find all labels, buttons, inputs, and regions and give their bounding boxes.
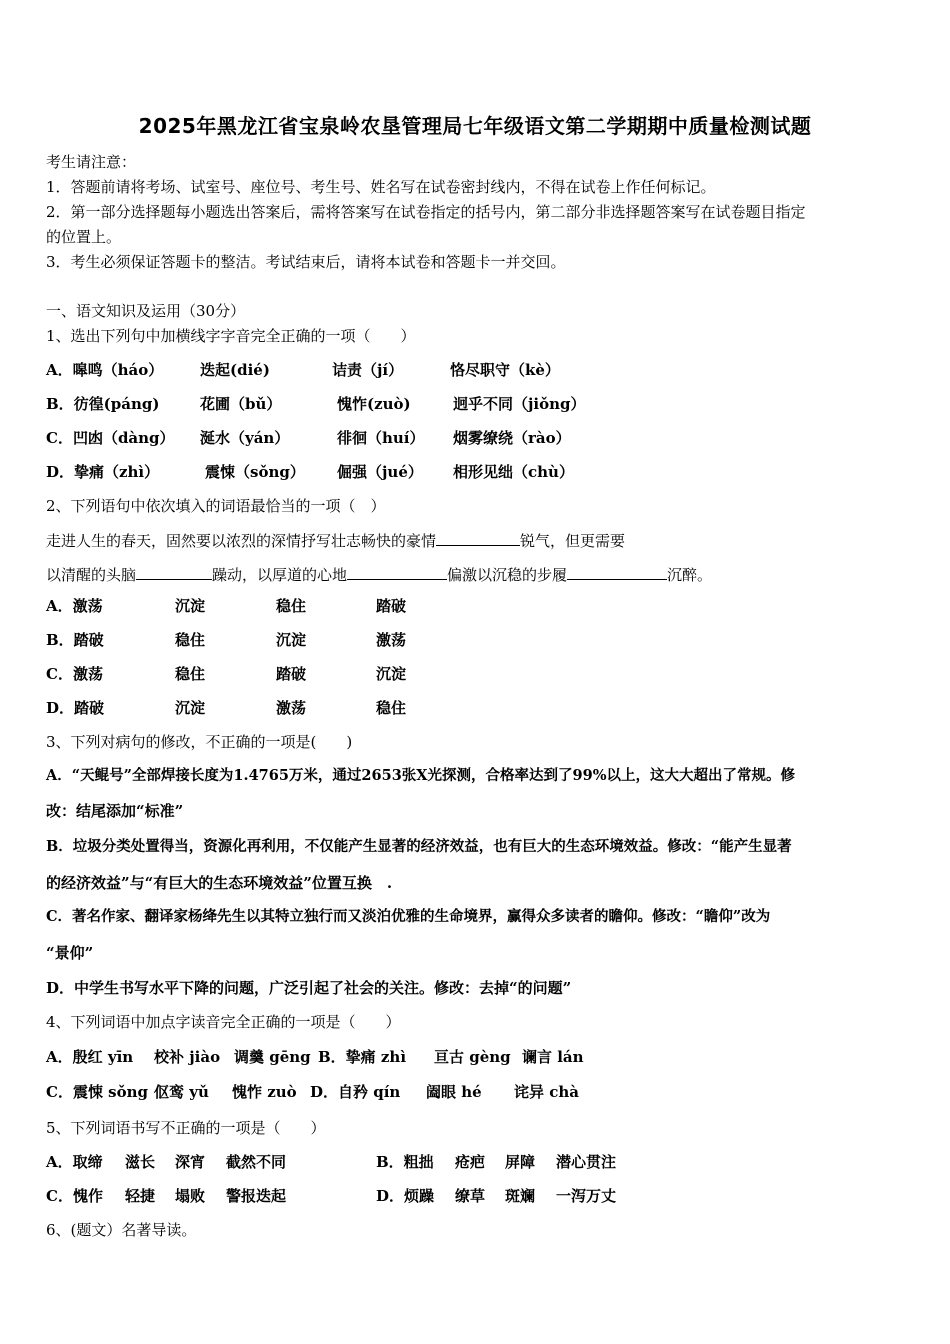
q2-option-c-4: 沉淀 (376, 665, 407, 683)
q5-option-a-4: 截然不同 (226, 1153, 287, 1171)
q2-option-b-1: B．踏破 (46, 631, 104, 649)
q5-option-b-2: 疮疤 (455, 1153, 486, 1171)
q5-option-a-2: 滋长 (125, 1153, 156, 1171)
q4-option-c-3: 愧怍 zuò (232, 1083, 297, 1101)
q1-option-c-1: C．凹凼（dàng） (46, 429, 175, 447)
q2-option-d-1: D．踏破 (46, 699, 105, 717)
q4-option-b-1: B．挚痛 zhì (318, 1048, 407, 1066)
q5-option-d-1: D．烦躁 (376, 1187, 435, 1205)
q5-option-d-3: 斑斓 (505, 1187, 536, 1205)
q2-option-a-3: 稳住 (276, 597, 307, 615)
q1-option-c-2: 涎水（yán） (200, 429, 290, 447)
q1-option-b-3: 愧怍(zuò) (337, 395, 411, 413)
q5-option-b-4: 潜心贯注 (556, 1153, 617, 1171)
q2-option-b-2: 稳住 (175, 631, 206, 649)
blank-1 (436, 529, 520, 546)
q5-option-a-1: A．取缔 (46, 1153, 103, 1171)
q2-passage-text-4: 躁动，以厚道的心地 (212, 566, 348, 584)
blank-3 (347, 563, 447, 580)
blank-4 (567, 563, 667, 580)
section-heading: 一、语文知识及运用（30分） (46, 302, 246, 320)
q5-option-a-3: 深宵 (175, 1153, 206, 1171)
q2-option-d-4: 稳住 (376, 699, 407, 717)
q1-option-b-1: B．彷徨(páng) (46, 395, 160, 413)
q2-option-a-2: 沉淀 (175, 597, 206, 615)
q5-option-b-3: 屏障 (505, 1153, 536, 1171)
q5-option-c-3: 塌败 (175, 1187, 206, 1205)
blank-2 (136, 563, 212, 580)
q1-option-c-3: 徘徊（huí） (337, 429, 425, 447)
q4-option-d-3: 诧异 chà (514, 1083, 579, 1101)
q1-option-b-4: 迥乎不同（jiǒng） (453, 395, 586, 413)
q1-option-c-4: 烟雾缭绕（rào） (453, 429, 571, 447)
q2-option-b-4: 激荡 (376, 631, 407, 649)
q1-option-a-1: A．嗥鸣（háo） (46, 361, 164, 379)
q2-option-c-1: C．激荡 (46, 665, 103, 683)
notice-item-1: 1．答题前请将考场、试室号、座位号、考生号、姓名写在试卷密封线内，不得在试卷上作任何标记。 (46, 178, 716, 196)
q2-option-d-2: 沉淀 (175, 699, 206, 717)
question-5-stem: 5、下列词语书写不正确的一项是（ ） (46, 1119, 326, 1137)
q1-option-d-1: D．挚痛（zhì） (46, 463, 160, 481)
q4-option-a-3: 调羹 gēng (234, 1048, 311, 1066)
q2-passage-text-2: 锐气，但更需要 (520, 532, 626, 550)
q2-option-d-3: 激荡 (276, 699, 307, 717)
q5-option-d-4: 一泻万丈 (556, 1187, 617, 1205)
q4-option-d-2: 阖眼 hé (426, 1083, 482, 1101)
q2-option-a-1: A．激荡 (46, 597, 103, 615)
q3-option-b-cont: 的经济效益”与“有巨大的生态环境效益”位置互换 . (46, 874, 393, 892)
q2-passage-text-6: 沉醉。 (667, 566, 713, 584)
q4-option-b-3: 谰言 lán (522, 1048, 584, 1066)
q5-option-d-2: 缭草 (455, 1187, 486, 1205)
q4-option-c-2: 伛鸾 yǔ (154, 1083, 209, 1101)
page-title: 2025年黑龙江省宝泉岭农垦管理局七年级语文第二学期期中质量检测试题 (138, 114, 812, 138)
q1-option-d-3: 倔强（jué） (337, 463, 423, 481)
q1-option-d-4: 相形见绌（chù） (453, 463, 574, 481)
q3-option-c: C．著名作家、翻译家杨绛先生以其特立独行而又淡泊优雅的生命境界，赢得众多读者的瞻仰。修改：“瞻仰”改为 (46, 908, 771, 925)
q1-option-a-4: 恪尽职守（kè） (450, 361, 560, 379)
q2-option-c-3: 踏破 (276, 665, 307, 683)
q2-passage-text-3: 以清醒的头脑 (46, 566, 137, 584)
q3-option-b: B．垃圾分类处置得当，资源化再利用，不仅能产生显著的经济效益，也有巨大的生态环境效益。修改：“能产生显著 (46, 838, 792, 855)
q3-option-a: A．“天鲲号”全部焊接长度为1.4765万米，通过2653张X光探测，合格率达到了99%以上，这大大超出了常规。修 (46, 767, 795, 784)
q5-option-c-1: C．愧作 (46, 1187, 103, 1205)
q1-option-b-2: 花圃（bǔ） (200, 395, 282, 413)
q4-option-a-2: 校补 jiào (154, 1048, 221, 1066)
question-6-stem: 6、(题文）名著导读。 (46, 1221, 197, 1239)
question-1-stem: 1、选出下列句中加横线字字音完全正确的一项（ ） (46, 327, 416, 345)
q4-option-b-2: 亘古 gèng (434, 1048, 511, 1066)
question-2-stem: 2、下列语句中依次填入的词语最恰当的一项（ ） (46, 497, 386, 515)
q2-option-b-3: 沉淀 (276, 631, 307, 649)
q3-option-d: D．中学生书写水平下降的问题，广泛引起了社会的关注。修改：去掉“的问题” (46, 979, 572, 997)
q5-option-b-1: B．粗拙 (376, 1153, 434, 1171)
q2-passage-text-5: 偏激以沉稳的步履 (447, 566, 568, 584)
question-2-passage-line-2 (46, 563, 712, 585)
q4-option-a-1: A．殷红 yīn (46, 1048, 134, 1066)
q1-option-a-2: 迭起(dié) (200, 361, 270, 379)
q4-option-c-1: C．震悚 sǒng (46, 1083, 149, 1101)
q1-option-a-3: 诘责（jí） (332, 361, 404, 379)
notice-item-3: 3．考生必须保证答题卡的整洁。考试结束后，请将本试卷和答题卡一并交回。 (46, 253, 566, 271)
q5-option-c-4: 警报迭起 (226, 1187, 287, 1205)
question-2-passage-line-1 (46, 529, 625, 551)
q2-option-a-4: 踏破 (376, 597, 407, 615)
notice-heading: 考生请注意： (46, 153, 137, 171)
question-4-stem: 4、下列词语中加点字读音完全正确的一项是（ ） (46, 1013, 401, 1031)
question-3-stem: 3、下列对病句的修改，不正确的一项是( ) (46, 733, 353, 751)
q1-option-d-2: 震悚（sǒng） (205, 463, 305, 481)
q5-option-c-2: 轻捷 (125, 1187, 156, 1205)
q3-option-a-cont: 改：结尾添加“标准” (46, 802, 184, 820)
notice-item-2-cont: 的位置上。 (46, 228, 122, 246)
q2-passage-text-1: 走进人生的春天，固然要以浓烈的深情抒写壮志畅快的豪情 (46, 532, 437, 550)
q4-option-d-1: D．自矜 qín (310, 1083, 401, 1101)
notice-item-2: 2．第一部分选择题每小题选出答案后，需将答案写在试卷指定的括号内，第二部分非选择题答案写在试卷题目指定 (46, 203, 806, 221)
q3-option-c-cont: “景仰” (46, 944, 94, 962)
q2-option-c-2: 稳住 (175, 665, 206, 683)
